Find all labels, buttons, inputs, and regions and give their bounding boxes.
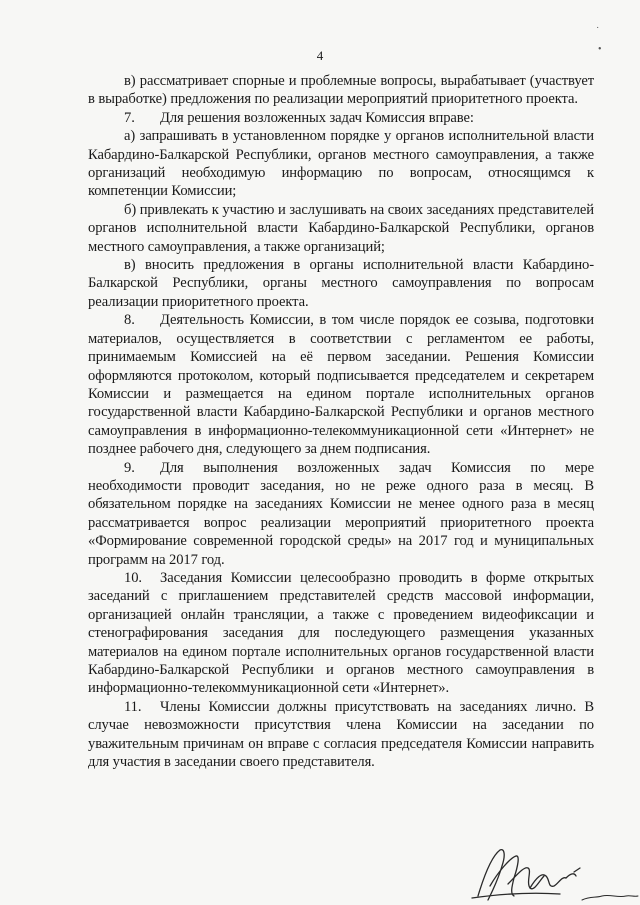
- paragraph-text: Деятельность Комиссии, в том числе порядок ее созыва, подготовки материалов, осуществляется в соответствии с регламентом ее работы, принимаемым Комиссией на её первом заседании. Решения Комиссии оформляются протоколом, который подписывается председателем и секретарем Комиссии и размещается на едином портале исполнительных органов государственной власти Кабардино-Балкарской Республики и органов местного самоуправления в информационно-телекоммуникационной сети «Интернет» не позднее рабочего дня, следующего за днем подписания.: [88, 312, 594, 458]
- numbered-paragraph: [88, 459, 594, 569]
- numbered-paragraph: [88, 698, 594, 772]
- paragraph-text: Члены Комиссии должны присутствовать на заседаниях лично. В случае невозможности присутствия члена Комиссии на заседании по уважительным причинам он вправе с согласия председателя Комиссии направить для участия в заседании своего представителя.: [88, 698, 594, 771]
- paragraph-text: б) привлекать к участию и заслушивать на своих заседаниях представителей органов исполнительной власти Кабардино-Балкарской Республики, органов местного самоуправления, а также организаций;: [88, 201, 594, 255]
- corner-mark: •: [598, 44, 602, 55]
- handwritten-signature: [470, 836, 640, 905]
- numbered-paragraph: [88, 569, 594, 698]
- paragraph-number: 7.: [124, 109, 135, 126]
- paragraph-number: 11.: [124, 698, 142, 715]
- paragraph-text: а) запрашивать в установленном порядке у органов исполнительной власти Кабардино-Балкарской Республики, органов местного самоуправления, а также организаций необходимую информацию по вопросам, относящимся к компетенции Комиссии;: [88, 128, 594, 200]
- paragraph-number: 10.: [124, 569, 142, 586]
- paragraph-number: 9.: [124, 459, 135, 476]
- numbered-paragraph: [88, 311, 594, 458]
- paragraph: [88, 127, 594, 201]
- paragraph-text: в) вносить предложения в органы исполнительной власти Кабардино-Балкарской Республики, органы местного самоуправления по вопросам реализации приоритетного проекта.: [88, 257, 594, 310]
- numbered-paragraph: [88, 109, 594, 127]
- paragraph-text: Для выполнения возложенных задач Комиссия по мере необходимости проводит заседания, но не реже одного раза в месяц. В обязательном порядке на заседаниях Комиссии не менее одного раза в месяц рассматривается вопрос реализации мероприятий приоритетного проекта «Формирование современной городской среды» на 2017 год и муниципальных программ на 2017 год.: [88, 459, 594, 568]
- paragraph-number: 8.: [124, 312, 135, 329]
- document-body: [88, 72, 594, 771]
- page-number: 4: [316, 48, 324, 63]
- corner-mark: ˙: [596, 26, 600, 37]
- paragraph-text: Заседания Комиссии целесообразно проводить в форме открытых заседаний с приглашением представителей средств массовой информации, организацией онлайн трансляции, а также с проведением видеофиксации и стенографирования заседания для последующего размещения указанных материалов на едином портале исполнительных органов государственной власти Кабардино-Балкарской Республики и органов местного самоуправления в информационно-телекоммуникационной сети «Интернет».: [88, 569, 594, 697]
- paragraph-text: Для решения возложенных задач Комиссия вправе:: [160, 109, 474, 126]
- paragraph-text: в) рассматривает спорные и проблемные вопросы, вырабатывает (участвует в выработке) предложения по реализации мероприятий приоритетного проекта.: [88, 73, 594, 108]
- paragraph: [88, 72, 594, 109]
- paragraph: [88, 256, 594, 311]
- paragraph: [88, 201, 594, 256]
